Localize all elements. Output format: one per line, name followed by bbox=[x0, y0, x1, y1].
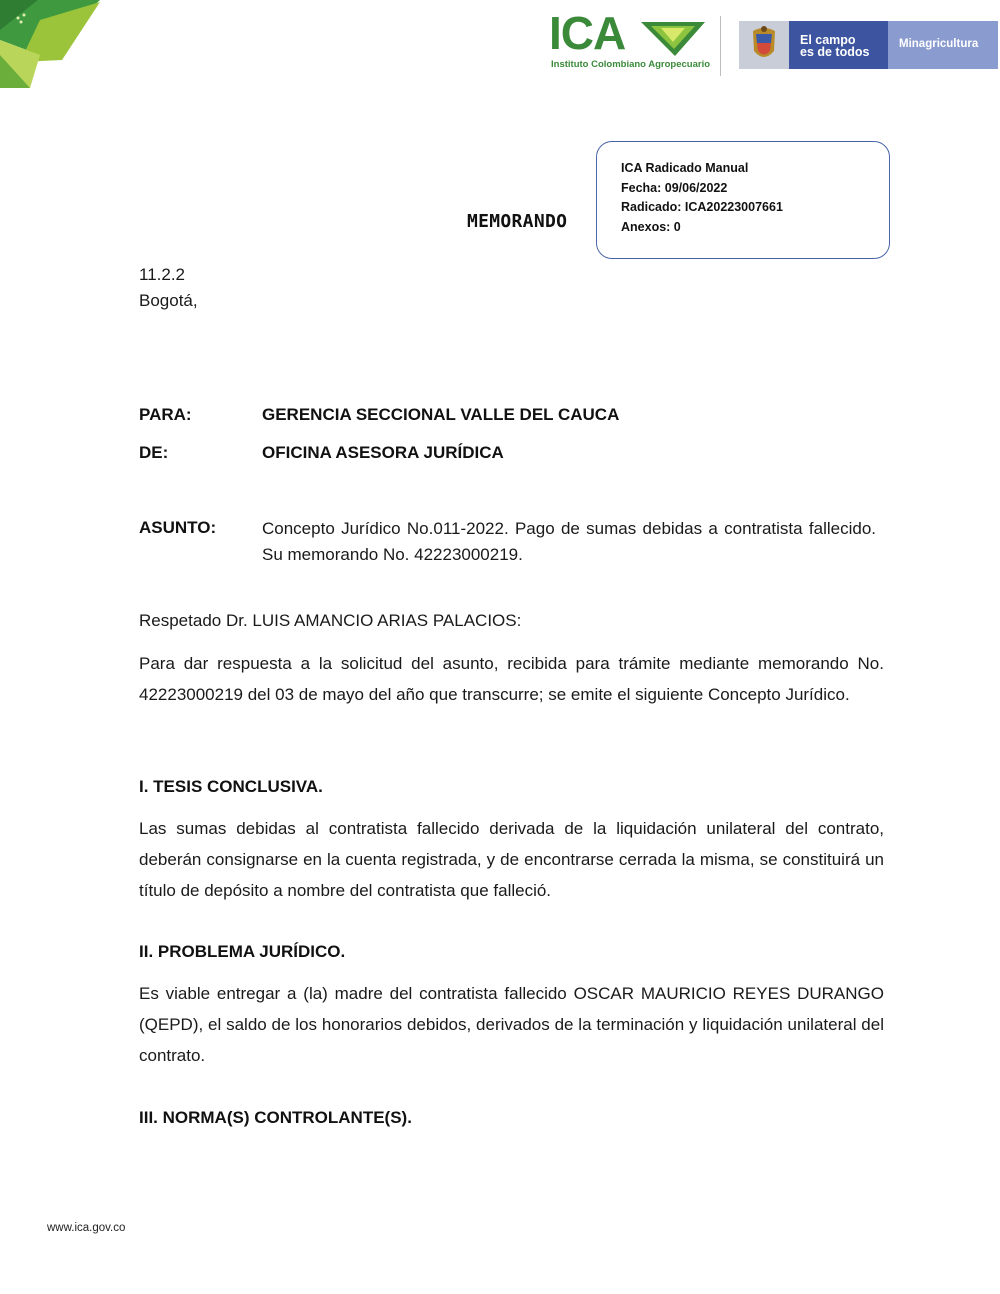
radicado-annexes: Anexos: 0 bbox=[621, 219, 681, 234]
radicado-number: Radicado: ICA20223007661 bbox=[621, 200, 783, 214]
document-title: MEMORANDO bbox=[467, 211, 568, 232]
reference-code: 11.2.2 bbox=[139, 265, 186, 284]
section-heading-tesis: I. TESIS CONCLUSIVA. bbox=[139, 777, 323, 796]
corner-decoration bbox=[0, 0, 110, 92]
city-line: Bogotá, bbox=[139, 291, 198, 310]
ica-logo-text: ICA bbox=[549, 7, 626, 59]
radicado-date: Fecha: 09/06/2022 bbox=[621, 180, 728, 195]
gov-slogan-line2: es de todos bbox=[800, 45, 870, 59]
footer-url: www.ica.gov.co bbox=[47, 1222, 126, 1234]
ica-logo bbox=[549, 7, 711, 76]
header-divider bbox=[720, 16, 721, 76]
section-heading-problema: II. PROBLEMA JURÍDICO. bbox=[139, 942, 346, 961]
radicado-box bbox=[596, 141, 890, 259]
coat-of-arms-icon bbox=[739, 21, 789, 69]
section-heading-norma: III. NORMA(S) CONTROLANTE(S). bbox=[139, 1108, 412, 1127]
gov-seal bbox=[739, 21, 789, 69]
recipient-value: GERENCIA SECCIONAL VALLE DEL CAUCA bbox=[262, 405, 620, 424]
subject-value: Concepto Jurídico No.011-2022. Pago de sumas debidas a contratista fallecido. Su memorando No. 42223000219. bbox=[262, 519, 876, 564]
gov-slogan bbox=[789, 21, 888, 69]
sender-label: DE: bbox=[139, 443, 169, 462]
ministry-label: Minagricultura bbox=[888, 21, 998, 69]
intro-paragraph: Para dar respuesta a la solicitud del asunto, recibida para trámite mediante memorando No. 42223000219 del 03 de mayo del año que transcurre; se emite el siguiente Concepto Jurídico. bbox=[139, 654, 884, 704]
greeting: Respetado Dr. LUIS AMANCIO ARIAS PALACIOS: bbox=[139, 611, 522, 630]
sender-value: OFICINA ASESORA JURÍDICA bbox=[262, 443, 504, 462]
section-paragraph-tesis: Las sumas debidas al contratista fallecido derivada de la liquidación unilateral del contrato, deberán consignarse en la cuenta registrada, y de encontrarse cerrada la misma, se constituirá un título de depósito a nombre del contratista que falleció. bbox=[139, 819, 884, 900]
ica-logo-subtitle: Instituto Colombiano Agropecuario bbox=[551, 59, 711, 70]
gov-slogan-line1: El campo bbox=[800, 33, 856, 47]
subject-label: ASUNTO: bbox=[139, 518, 217, 537]
ica-leaf-icon bbox=[641, 18, 705, 58]
radicado-type: ICA Radicado Manual bbox=[621, 161, 749, 175]
gov-brand-band bbox=[739, 21, 998, 69]
section-paragraph-problema: Es viable entregar a (la) madre del contratista fallecido OSCAR MAURICIO REYES DURANGO (QEPD), el saldo de los honorarios debidos, derivados de la terminación y liquidación unilateral del contrato. bbox=[139, 984, 884, 1065]
recipient-label: PARA: bbox=[139, 405, 192, 424]
